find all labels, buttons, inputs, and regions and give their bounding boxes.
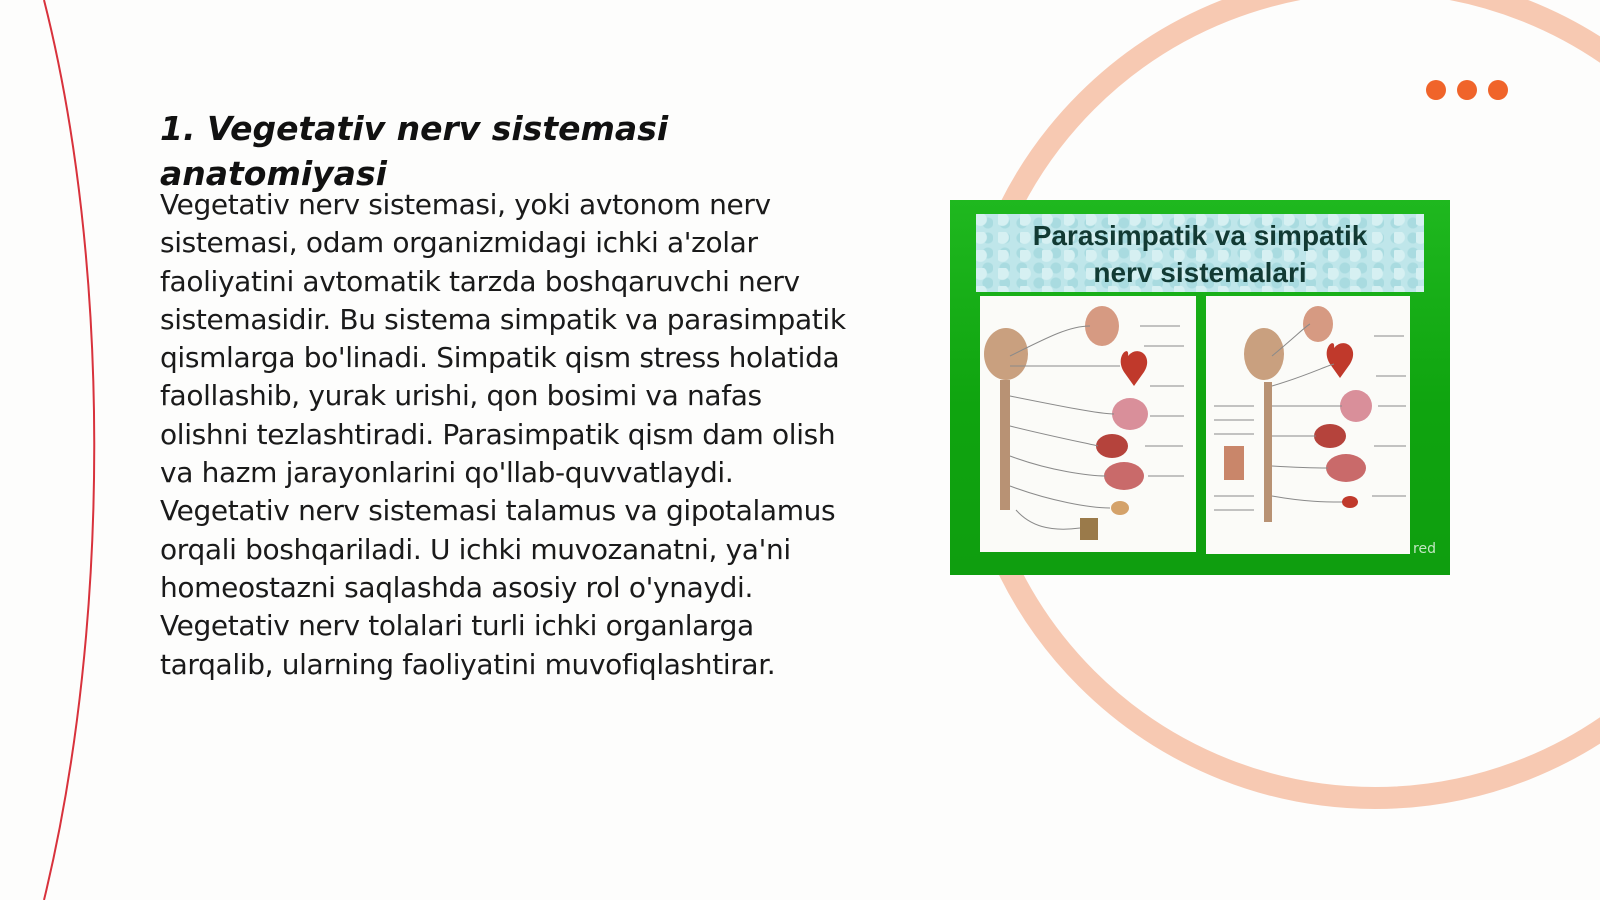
banner-line-1: Parasimpatik va simpatik: [1032, 220, 1368, 251]
nervous-system-image: [950, 200, 1450, 575]
image-caption: red: [1413, 541, 1436, 557]
left-red-curve: [44, 0, 94, 900]
dot-icon: [1426, 80, 1446, 100]
dot-icon: [1457, 80, 1477, 100]
slide-title: 1. Vegetativ nerv sistemasi anatomiyasi: [160, 109, 669, 193]
slide-body-text: Vegetativ nerv sistemasi, yoki avtonom nerv sistemasi, odam organizmidagi ichki a'zolar faoliyatini avtomatik tarzda boshqaruvchi nerv sistemasidir. Bu sistema simpatik va parasimpatik qismlarga bo'linadi. Simpatik qism stress holatida faollashib, yurak urishi, qon bosimi va nafas olishni tezlashtiradi. Parasimpatik qism dam olish va hazm jarayonlarini qo'llab-quvvatlaydi. Vegetativ nerv sistemasi talamus va gipotalamus orqali boshqariladi. U ichki muvozanatni, ya'ni homeostazni saqlashda asosiy rol o'ynaydi. Vegetativ nerv tolalari turli ichki organlarga tarqalib, ularning faoliyatini muvofiqlashtirar.: [160, 188, 846, 681]
dot-icon: [1488, 80, 1508, 100]
menu-dots: [1426, 80, 1508, 100]
banner-line-2: nerv sistemalari: [1093, 257, 1307, 288]
parasympathetic-diagram: [980, 296, 1196, 552]
sympathetic-diagram: [1206, 296, 1410, 554]
image-banner: [976, 214, 1424, 292]
